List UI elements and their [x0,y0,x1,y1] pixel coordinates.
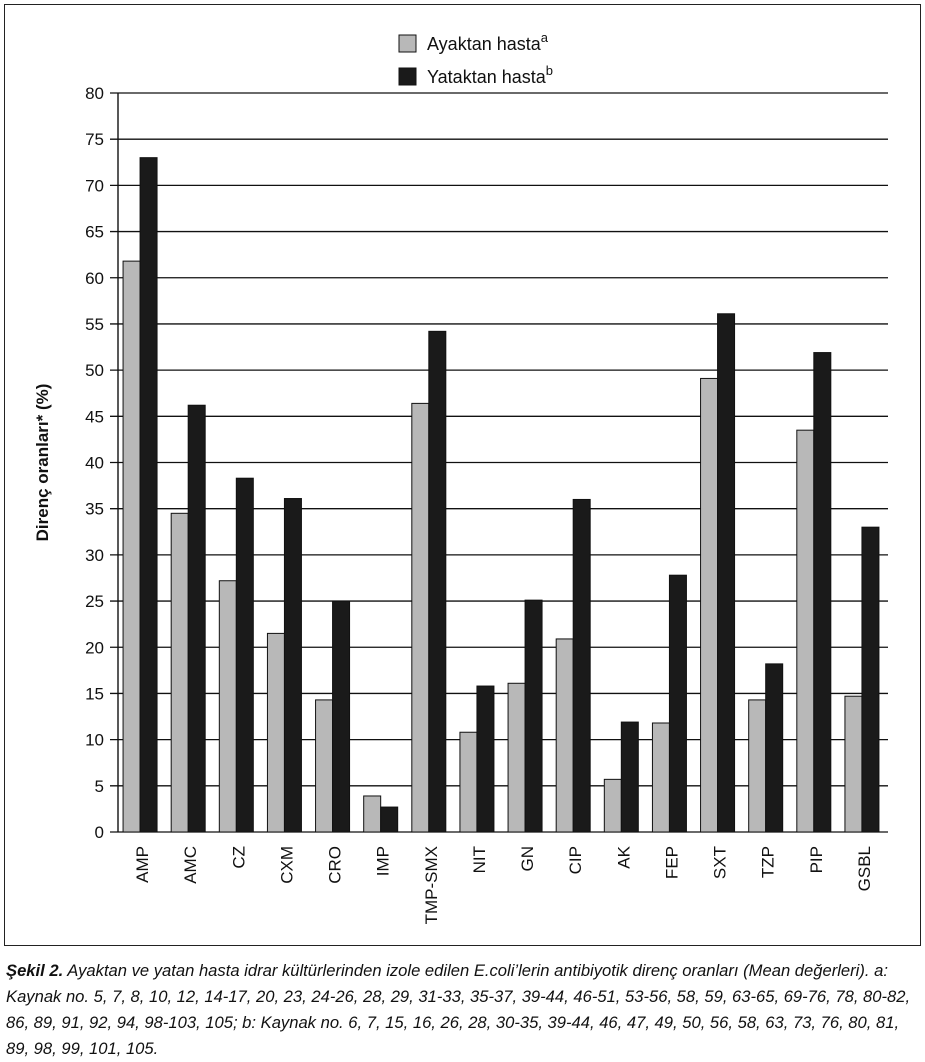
y-tick-label: 50 [85,361,104,381]
y-tick-label: 10 [85,730,104,750]
bar-ayaktan-cz [219,581,236,832]
bar-ayaktan-tzp [749,700,766,832]
bar-yataktan-tmp-smx [429,331,446,832]
bar-yataktan-cz [236,478,253,832]
bar-ayaktan-amp [123,261,140,832]
figure-caption [6,958,918,1062]
y-tick-label: 55 [85,314,104,334]
y-tick-label: 60 [85,268,104,288]
y-tick-label: 80 [85,84,104,103]
x-tick-label: CRO [325,846,345,884]
y-tick-label: 5 [94,776,104,796]
x-tick-label: CIP [566,846,586,875]
legend-label-yataktan: Yataktan hasta$^b$ [427,63,553,87]
bar-yataktan-cro [333,601,350,832]
bar-ayaktan-amc [171,513,188,832]
x-tick-label: PIP [806,846,826,874]
y-tick-label: 25 [85,592,104,612]
x-tick-label: AMC [181,846,201,884]
y-tick-label: 75 [85,130,104,150]
bar-ayaktan-ak [604,779,621,832]
x-tick-label: GN [518,846,538,872]
caption-text: Ayaktan ve yatan hasta idrar kültürlerinden izole edilen E.coli’lerin antibiyotik direnç oranları (Mean değerleri). a: Kaynak no. 5, 7, 8, 10, 12, 14-17, 20, 23, 24-26, 28, 29, 31-33, 35-37, 39-44, 46-51, 53-56, 58, 59, 63-65, 69-76, 78, 80-82, 86, 89, 91, 92, 94, 98-103, 105; b: Kaynak no. 6, 7, 15, 16, 26, 28, 30-35, 39-44, 46, 47, 49, 50, 56, 58, 63, 73, 76, 80, 81, 89, 98, 99, 101, 105. [6,961,911,1058]
caption-label: Şekil 2. [6,961,64,980]
y-tick-label: 45 [85,407,104,427]
y-tick-label: 35 [85,499,104,519]
bar-ayaktan-imp [364,796,381,832]
x-tick-label: AMP [133,846,153,883]
y-tick-label: 70 [85,176,104,196]
bar-yataktan-sxt [718,314,735,832]
bar-yataktan-gn [525,600,542,832]
bar-ayaktan-fep [652,723,669,832]
x-tick-label: FEP [662,846,682,880]
bar-ayaktan-cip [556,639,573,832]
bar-ayaktan-gsbl [845,696,862,832]
x-tick-label: TZP [758,846,778,879]
bar-yataktan-amp [140,158,157,832]
x-tick-label: NIT [469,846,489,874]
x-tick-label: CXM [277,846,297,884]
bar-yataktan-gsbl [862,527,879,832]
x-tick-label: GSBL [854,846,874,892]
bar-ayaktan-pip [797,430,814,832]
y-tick-label: 0 [94,823,104,842]
bar-ayaktan-sxt [701,378,718,832]
x-tick-label: AK [614,846,634,869]
legend-swatch-ayaktan [399,35,416,52]
legend-label-ayaktan: Ayaktan hasta$^a$ [427,30,548,54]
legend-swatch-yataktan [399,68,416,85]
bar-yataktan-amc [188,405,205,832]
y-tick-label: 30 [85,545,104,565]
x-tick-label: TMP-SMX [421,846,441,925]
y-axis-label: Direnç oranları* (%) [33,383,52,542]
bar-ayaktan-cxm [267,633,284,832]
y-tick-label: 15 [85,684,104,704]
y-tick-label: 65 [85,222,104,242]
x-tick-label: IMP [373,846,393,877]
bar-yataktan-ak [621,722,638,832]
bar-yataktan-cxm [284,499,301,832]
bar-ayaktan-cro [316,700,333,832]
y-tick-label: 20 [85,638,104,658]
bar-yataktan-cip [573,499,590,832]
bar-ayaktan-gn [508,683,525,832]
bar-yataktan-imp [381,807,398,832]
bar-ayaktan-nit [460,732,477,832]
bar-yataktan-pip [814,353,831,832]
bar-yataktan-tzp [766,664,783,832]
bar-yataktan-fep [669,575,686,832]
x-tick-label: SXT [710,846,730,880]
x-tick-label: CZ [229,846,249,869]
bar-ayaktan-tmp-smx [412,403,429,832]
y-tick-label: 40 [85,453,104,473]
bar-yataktan-nit [477,686,494,832]
